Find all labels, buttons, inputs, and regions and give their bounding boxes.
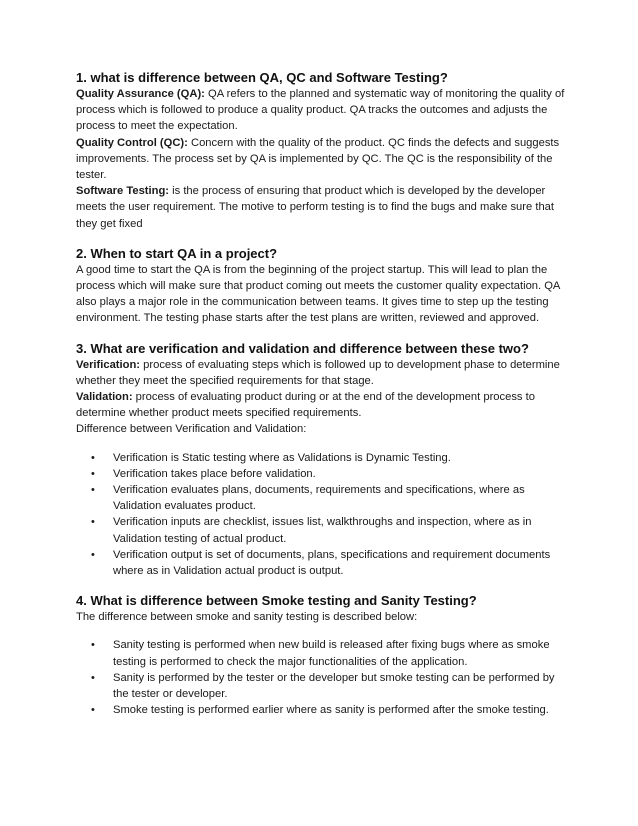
list-item bbox=[91, 702, 566, 718]
definition-validation: process of evaluating product during or at the end of the development process to determine whether product meets specified requirements. bbox=[76, 391, 535, 420]
paragraph-quality-assurance bbox=[76, 86, 566, 135]
term-validation: Validation: bbox=[76, 391, 133, 404]
heading-when-to-start-qa: 2. When to start QA in a project? bbox=[76, 245, 278, 261]
list-item-text: Verification is Static testing where as Validations is Dynamic Testing. bbox=[113, 451, 451, 464]
list-item-text: Verification output is set of documents, plans, specifications and requirement documents where as in Validation actual product is output. bbox=[113, 548, 551, 578]
bullet-icon: • bbox=[91, 516, 95, 529]
heading-verification-validation: 3. What are verification and validation and difference between these two? bbox=[76, 340, 529, 356]
list-item-text: Smoke testing is performed earlier where as sanity is performed after the smoke testing. bbox=[113, 704, 549, 717]
definition-verification: process of evaluating steps which is followed up to development phase to determine whether they meet the specified requirements for that stage. bbox=[76, 358, 560, 387]
list-item-text: Sanity testing is performed when new build is released after fixing bugs where as smoke testing is performed to check the major functionalities of the application. bbox=[113, 639, 550, 668]
bullet-icon: • bbox=[91, 639, 95, 652]
paragraph-software-testing bbox=[76, 183, 566, 232]
heading-smoke-vs-sanity: 4. What is difference between Smoke testing and Sanity Testing? bbox=[76, 593, 477, 609]
list-item-text: Verification evaluates plans, documents, requirements and specifications, where as Validation evaluates product. bbox=[113, 484, 525, 513]
term-software-testing: Software Testing: bbox=[76, 185, 170, 198]
list-item bbox=[91, 547, 566, 579]
paragraph-when-to-start-qa: A good time to start the QA is from the beginning of the project startup. This will lead to plan the process which will make sure that product coming out meets the customer quality expectation. QA also plays a major role in the communication between teams. It gives time to step up the testing environment. The testing phase starts after the test plans are written, reviewed and approved. bbox=[76, 263, 560, 325]
list-item bbox=[91, 637, 566, 669]
list-item-text: Sanity is performed by the tester or the developer but smoke testing can be performed by the tester or developer. bbox=[113, 671, 555, 701]
bullet-icon: • bbox=[91, 671, 95, 684]
term-quality-control: Quality Control (QC): bbox=[76, 136, 188, 149]
paragraph-difference-intro: Difference between Verification and Validation: bbox=[76, 423, 307, 436]
list-verification-validation-differences bbox=[76, 450, 566, 580]
definition-quality-control: Concern with the quality of the product. QC finds the defects and suggests improvements. The process set by QA is implemented by QC. The QC is the responsibility of the tester. bbox=[76, 136, 560, 182]
term-verification: Verification: bbox=[76, 358, 141, 371]
heading-qa-qc-testing: 1. what is difference between QA, QC and Software Testing? bbox=[76, 70, 448, 85]
paragraph-smoke-sanity-intro: The difference between smoke and sanity testing is described below: bbox=[76, 611, 418, 624]
list-item bbox=[91, 450, 566, 466]
definition-software-testing: is the process of ensuring that product which is developed by the developer meets the user requirement. The motive to perform testing is to find the bugs and make sure that they get fixed bbox=[76, 185, 554, 230]
bullet-icon: • bbox=[91, 484, 95, 497]
list-item bbox=[91, 466, 566, 482]
term-quality-assurance: Quality Assurance (QA): bbox=[76, 88, 205, 100]
bullet-icon: • bbox=[91, 548, 95, 561]
paragraph-quality-control bbox=[76, 135, 566, 184]
document-page bbox=[76, 70, 566, 719]
bullet-icon: • bbox=[91, 451, 95, 464]
paragraph-validation bbox=[76, 389, 566, 421]
list-item-text: Verification takes place before validation. bbox=[113, 467, 316, 480]
list-smoke-sanity-differences bbox=[76, 637, 566, 718]
list-item bbox=[91, 670, 566, 702]
list-item bbox=[91, 514, 566, 546]
definition-quality-assurance: QA refers to the planned and systematic way of monitoring the quality of process which is followed to produce a quality product. QA tracks the outcomes and adjusts the process to meet the expectation. bbox=[76, 88, 565, 133]
paragraph-verification bbox=[76, 357, 566, 389]
bullet-icon: • bbox=[91, 467, 95, 480]
bullet-icon: • bbox=[91, 704, 95, 717]
list-item-text: Verification inputs are checklist, issues list, walkthroughs and inspection, where as in Validation testing of actual product. bbox=[113, 516, 532, 545]
list-item bbox=[91, 482, 566, 514]
